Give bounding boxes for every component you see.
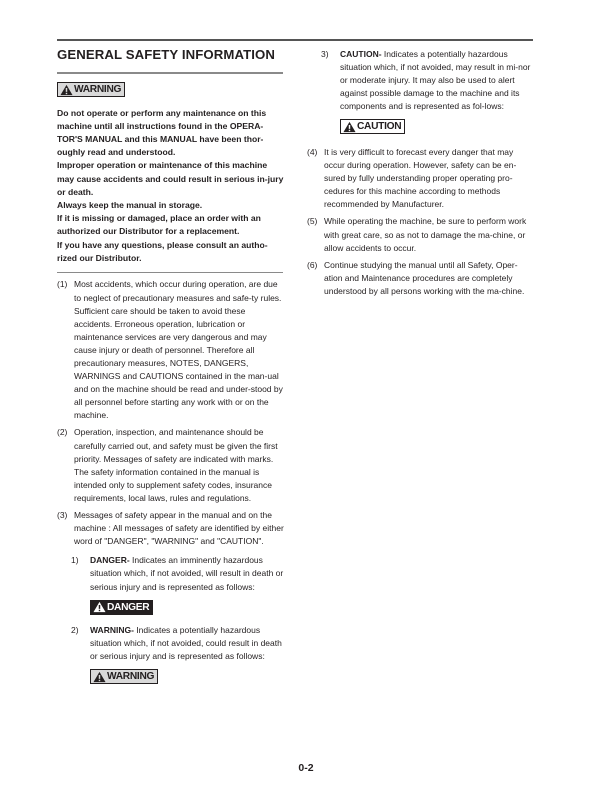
sub-item-warning xyxy=(71,624,285,663)
item-number: (5) xyxy=(307,216,318,227)
sub-item-danger xyxy=(71,554,285,593)
danger-badge xyxy=(90,600,153,615)
warning-badge xyxy=(90,669,158,684)
warning-paragraph: Do not operate or perform any maintenance on this machine until all instructions found in the OPERA-TOR'S MANUAL and this MANUAL have been thor-oughly read and understood. xyxy=(57,107,267,158)
danger-badge-label: DANGER xyxy=(107,601,150,613)
item-text: Continue studying the manual until all Safety, Oper-ation and Maintenance procedures are completely understood by all persons working with the ma-chine. xyxy=(324,259,525,296)
sub-item-text: Indicates a potentially hazardous situation which, if not avoided, could result in death or serious injury and is represented as follows: xyxy=(90,625,282,662)
warning-triangle-icon xyxy=(60,84,73,96)
item-text: It is very difficult to forecast every danger that may occur during operation. However, safety can be en-sured by fully understanding proper operating pro-cedures for this machine according to methods recommended by Manufacturer. xyxy=(324,146,517,210)
item-number: (3) xyxy=(57,510,68,521)
item-text: Operation, inspection, and maintenance should be carefully carried out, and safety must be given the first priority. Messages of safety are indicated with marks. The safety information contained in the manual is intended only to supplement safety codes, insurance requirements, local laws, rules and regulations. xyxy=(74,427,278,503)
sub-item-text: Indicates a potentially hazardous situation which, if not avoided, may result in mi-nor or moderate injury. It may also be used to alert against possible damage to the machine and its components and is represented as fol-lows: xyxy=(340,49,531,112)
warning-paragraph: Always keep the manual in storage. xyxy=(57,199,203,210)
item-text: Most accidents, which occur during operation, are due to neglect of precautionary measures and safe-ty rules. Sufficient care should be taken to avoid these accidents. Erroneous operation, lubrication or maintenance services are very dangerous and may cause injury or death of personnel. Therefore all precautionary measures, NOTES, DANGERS, WARNINGS and CAUTIONS contained in the man-ual and on the machine should be read and under-stood by all personnel before starting any work with or on the machine. xyxy=(74,279,283,421)
warning-paragraph: If you have any questions, please consult an autho-rized our Distributor. xyxy=(57,239,268,263)
caution-badge xyxy=(340,119,405,134)
sub-item-text: Indicates an imminently hazardous situation which, if not avoided, will result in death or serious injury and is represented as follows: xyxy=(90,555,284,592)
sub-item-label: DANGER- xyxy=(90,555,130,566)
warning-text-block xyxy=(57,107,285,265)
list-item xyxy=(307,259,533,298)
item-text: Messages of safety appear in the manual and on the machine : All messages of safety are identified by either word of "DANGER", "WARNING" and "CAUTION". xyxy=(74,510,284,547)
page-title: GENERAL SAFETY INFORMATION xyxy=(57,47,276,62)
warning-badge-label: WARNING xyxy=(107,671,155,683)
sub-item-number: 3) xyxy=(321,49,329,59)
item-number: (4) xyxy=(307,146,318,157)
item-number: (6) xyxy=(307,259,318,270)
list-item xyxy=(307,146,533,211)
title-divider xyxy=(57,72,283,74)
list-item xyxy=(57,278,285,422)
sub-item-number: 2) xyxy=(71,625,79,636)
left-column xyxy=(57,44,285,692)
list-item xyxy=(307,215,533,254)
warning-badge-label: WARNING xyxy=(74,84,122,95)
caution-badge-label: CAUTION xyxy=(357,121,402,133)
sub-item-number: 1) xyxy=(71,555,79,566)
list-item xyxy=(57,426,285,505)
item-number: (2) xyxy=(57,427,68,438)
caution-triangle-icon xyxy=(343,121,356,133)
sub-item-label: WARNING- xyxy=(90,625,134,636)
right-column xyxy=(307,44,533,302)
sub-item-label: CAUTION- xyxy=(340,49,382,59)
top-rule xyxy=(57,39,533,41)
item-number: (1) xyxy=(57,279,68,290)
section-divider xyxy=(57,272,283,274)
page-number: 0-2 xyxy=(298,762,314,774)
warning-paragraph: Improper operation or maintenance of this machine may cause accidents and could result in serious in-jury or death. xyxy=(57,160,284,197)
warning-triangle-icon xyxy=(93,671,106,683)
sub-item-caution xyxy=(321,48,533,113)
item-text: While operating the machine, be sure to perform work with great care, so as not to damage the ma-chine, or allow accidents to occur. xyxy=(324,216,527,253)
list-item xyxy=(57,509,285,548)
danger-triangle-icon xyxy=(93,601,106,613)
warning-paragraph: If it is missing or damaged, place an order with an authorized our Distributor for a replacement. xyxy=(57,213,261,237)
warning-badge xyxy=(57,82,125,97)
